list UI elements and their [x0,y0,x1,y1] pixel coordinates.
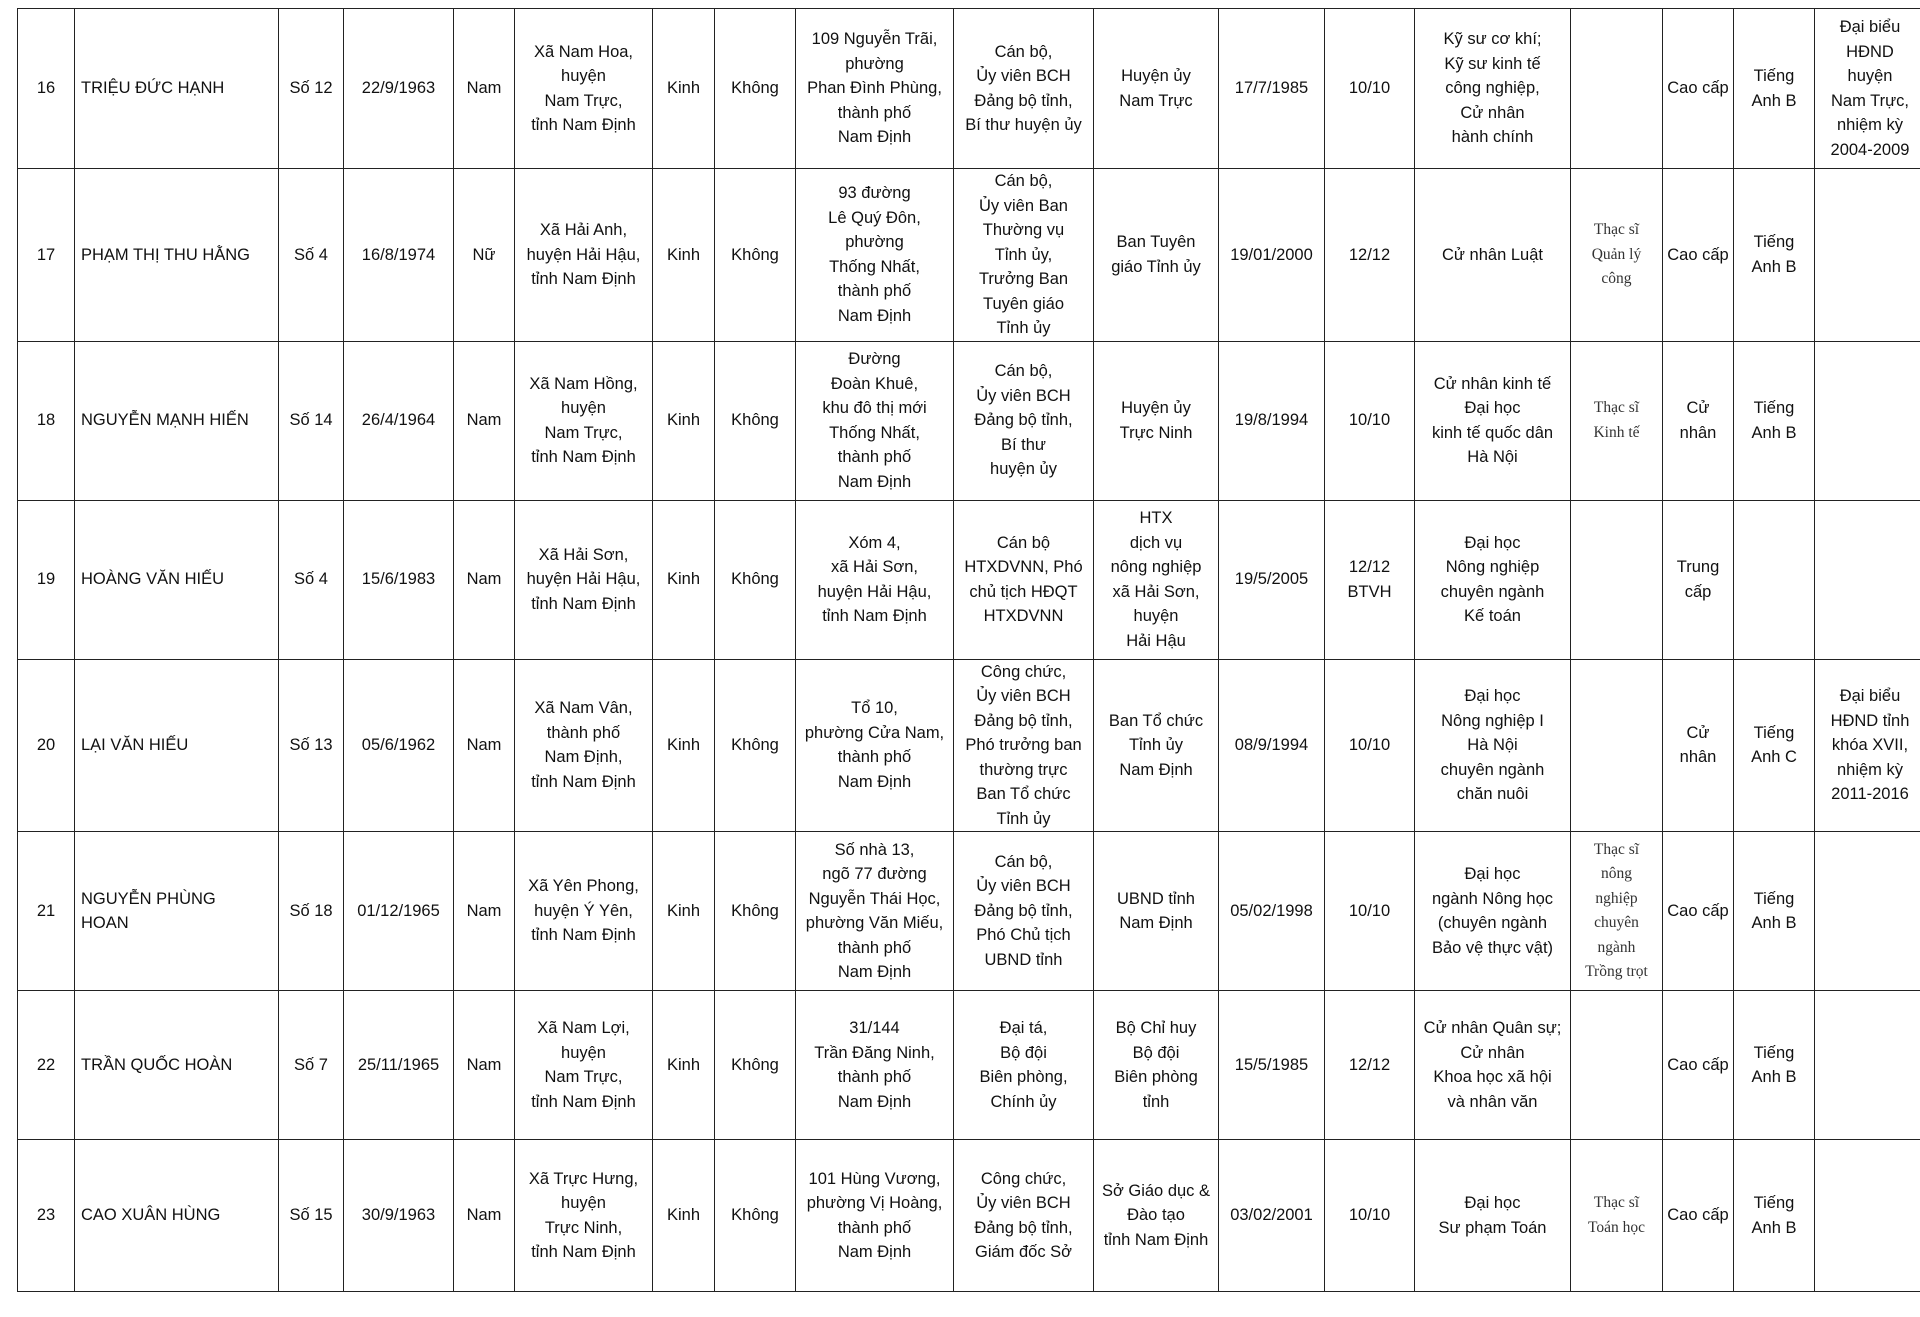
cell-postgraduate [1571,500,1663,659]
cell-hometown: Xã Hải Anh, huyện Hải Hậu, tỉnh Nam Định [515,169,653,342]
table-row [18,991,1920,1140]
cell-residence: Tổ 10, phường Cửa Nam, thành phố Nam Định [796,659,954,832]
cell-position: Cán bộ, Ủy viên BCH Đảng bộ tỉnh, Bí thư huyện ủy [954,341,1094,500]
cell-postgraduate: Thạc sĩ Kinh tế [1571,341,1663,500]
cell-hometown: Xã Nam Hồng, huyện Nam Trực, tỉnh Nam Định [515,341,653,500]
cell-electoral-unit: Số 13 [279,659,344,832]
cell-date-of-birth: 01/12/1965 [344,832,454,991]
cell-hometown: Xã Nam Lợi, huyện Nam Trực, tỉnh Nam Định [515,991,653,1140]
cell-degree: Đại học Nông nghiệp I Hà Nội chuyên ngành chăn nuôi [1415,659,1571,832]
cell-date-of-birth: 15/6/1983 [344,500,454,659]
cell-foreign-language: Tiếng Anh B [1734,991,1815,1140]
cell-residence: Xóm 4, xã Hải Sơn, huyện Hải Hậu, tỉnh Nam Định [796,500,954,659]
cell-gender: Nam [454,9,515,169]
cell-foreign-language: Tiếng Anh B [1734,9,1815,169]
cell-party-join-date: 03/02/2001 [1219,1140,1325,1292]
cell-date-of-birth: 30/9/1963 [344,1140,454,1292]
candidate-table [17,8,1920,1292]
cell-delegate-history [1815,991,1920,1140]
cell-general-education: 10/10 [1325,341,1415,500]
cell-party-join-date: 08/9/1994 [1219,659,1325,832]
cell-political-theory: Trung cấp [1663,500,1734,659]
cell-hometown: Xã Hải Sơn, huyện Hải Hậu, tỉnh Nam Định [515,500,653,659]
cell-general-education: 12/12 [1325,169,1415,342]
cell-degree: Kỹ sư cơ khí; Kỹ sư kinh tế công nghiệp, Cử nhân hành chính [1415,9,1571,169]
table-row [18,341,1920,500]
cell-foreign-language: Tiếng Anh B [1734,341,1815,500]
cell-religion: Không [715,1140,796,1292]
cell-postgraduate: Thạc sĩ nông nghiệp chuyên ngành Trồng trọt [1571,832,1663,991]
cell-delegate-history [1815,1140,1920,1292]
cell-political-theory: Cao cấp [1663,9,1734,169]
cell-ethnicity: Kinh [653,341,715,500]
cell-residence: 109 Nguyễn Trãi, phường Phan Đình Phùng, thành phố Nam Định [796,9,954,169]
cell-foreign-language: Tiếng Anh B [1734,169,1815,342]
cell-gender: Nam [454,991,515,1140]
cell-hometown: Xã Trực Hưng, huyện Trực Ninh, tỉnh Nam Định [515,1140,653,1292]
cell-hometown: Xã Yên Phong, huyện Ý Yên, tỉnh Nam Định [515,832,653,991]
cell-gender: Nam [454,659,515,832]
cell-degree: Cử nhân Quân sự; Cử nhân Khoa học xã hội và nhân văn [1415,991,1571,1140]
cell-political-theory: Cử nhân [1663,341,1734,500]
cell-date-of-birth: 05/6/1962 [344,659,454,832]
cell-index: 22 [18,991,75,1140]
cell-position: Công chức, Ủy viên BCH Đảng bộ tỉnh, Giám đốc Sở [954,1140,1094,1292]
cell-party-join-date: 15/5/1985 [1219,991,1325,1140]
cell-full-name: LẠI VĂN HIẾU [75,659,279,832]
cell-postgraduate [1571,991,1663,1140]
cell-general-education: 10/10 [1325,832,1415,991]
cell-political-theory: Cao cấp [1663,169,1734,342]
cell-position: Cán bộ, Ủy viên BCH Đảng bộ tỉnh, Phó Chủ tịch UBND tỉnh [954,832,1094,991]
cell-full-name: CAO XUÂN HÙNG [75,1140,279,1292]
cell-gender: Nam [454,832,515,991]
cell-date-of-birth: 22/9/1963 [344,9,454,169]
table-row [18,169,1920,342]
cell-delegate-history: Đại biểu HĐND huyện Nam Trực, nhiệm kỳ 2004-2009 [1815,9,1920,169]
cell-electoral-unit: Số 14 [279,341,344,500]
cell-degree: Cử nhân kinh tế Đại học kinh tế quốc dân Hà Nội [1415,341,1571,500]
cell-party-join-date: 19/8/1994 [1219,341,1325,500]
cell-workplace: Huyện ủy Trực Ninh [1094,341,1219,500]
cell-delegate-history [1815,341,1920,500]
cell-degree: Cử nhân Luật [1415,169,1571,342]
cell-postgraduate [1571,659,1663,832]
cell-religion: Không [715,500,796,659]
cell-index: 18 [18,341,75,500]
cell-full-name: HOÀNG VĂN HIẾU [75,500,279,659]
cell-position: Công chức, Ủy viên BCH Đảng bộ tỉnh, Phó trưởng ban thường trực Ban Tổ chức Tỉnh ủy [954,659,1094,832]
cell-residence: 101 Hùng Vương, phường Vị Hoàng, thành phố Nam Định [796,1140,954,1292]
cell-workplace: HTX dịch vụ nông nghiệp xã Hải Sơn, huyện Hải Hậu [1094,500,1219,659]
cell-party-join-date: 05/02/1998 [1219,832,1325,991]
table-row [18,1140,1920,1292]
cell-party-join-date: 19/5/2005 [1219,500,1325,659]
cell-general-education: 10/10 [1325,9,1415,169]
cell-full-name: TRẦN QUỐC HOÀN [75,991,279,1140]
cell-ethnicity: Kinh [653,1140,715,1292]
cell-gender: Nam [454,341,515,500]
table-row [18,9,1920,169]
cell-foreign-language: Tiếng Anh B [1734,832,1815,991]
cell-religion: Không [715,832,796,991]
cell-gender: Nữ [454,169,515,342]
cell-date-of-birth: 25/11/1965 [344,991,454,1140]
cell-delegate-history [1815,500,1920,659]
cell-date-of-birth: 26/4/1964 [344,341,454,500]
cell-position: Cán bộ, Ủy viên BCH Đảng bộ tỉnh, Bí thư huyện ủy [954,9,1094,169]
cell-full-name: NGUYỄN PHÙNG HOAN [75,832,279,991]
cell-degree: Đại học Nông nghiệp chuyên ngành Kế toán [1415,500,1571,659]
cell-religion: Không [715,9,796,169]
cell-religion: Không [715,341,796,500]
cell-delegate-history: Đại biểu HĐND tỉnh khóa XVII, nhiệm kỳ 2011-2016 [1815,659,1920,832]
cell-general-education: 10/10 [1325,1140,1415,1292]
cell-full-name: TRIỆU ĐỨC HẠNH [75,9,279,169]
cell-delegate-history [1815,169,1920,342]
cell-general-education: 10/10 [1325,659,1415,832]
cell-postgraduate [1571,9,1663,169]
cell-ethnicity: Kinh [653,832,715,991]
cell-general-education: 12/12 BTVH [1325,500,1415,659]
cell-workplace: Ban Tuyên giáo Tỉnh ủy [1094,169,1219,342]
cell-index: 23 [18,1140,75,1292]
cell-electoral-unit: Số 18 [279,832,344,991]
cell-ethnicity: Kinh [653,659,715,832]
cell-degree: Đại học ngành Nông học (chuyên ngành Bảo vệ thực vật) [1415,832,1571,991]
cell-political-theory: Cao cấp [1663,991,1734,1140]
cell-political-theory: Cao cấp [1663,1140,1734,1292]
table-row [18,659,1920,832]
cell-gender: Nam [454,500,515,659]
cell-position: Cán bộ HTXDVNN, Phó chủ tịch HĐQT HTXDVNN [954,500,1094,659]
cell-gender: Nam [454,1140,515,1292]
table-row [18,832,1920,991]
cell-workplace: Sở Giáo dục & Đào tạo tỉnh Nam Định [1094,1140,1219,1292]
cell-degree: Đại học Sư phạm Toán [1415,1140,1571,1292]
cell-foreign-language [1734,500,1815,659]
cell-ethnicity: Kinh [653,9,715,169]
cell-full-name: NGUYỄN MẠNH HIẾN [75,341,279,500]
cell-index: 16 [18,9,75,169]
cell-index: 20 [18,659,75,832]
cell-workplace: Bộ Chỉ huy Bộ đội Biên phòng tỉnh [1094,991,1219,1140]
cell-postgraduate: Thạc sĩ Toán học [1571,1140,1663,1292]
cell-index: 17 [18,169,75,342]
cell-position: Cán bộ, Ủy viên Ban Thường vụ Tỉnh ủy, Trưởng Ban Tuyên giáo Tỉnh ủy [954,169,1094,342]
cell-residence: Số nhà 13, ngõ 77 đường Nguyễn Thái Học, phường Văn Miếu, thành phố Nam Định [796,832,954,991]
cell-residence: 93 đường Lê Quý Đôn, phường Thống Nhất, thành phố Nam Định [796,169,954,342]
cell-date-of-birth: 16/8/1974 [344,169,454,342]
cell-postgraduate: Thạc sĩ Quản lý công [1571,169,1663,342]
table-row [18,500,1920,659]
cell-general-education: 12/12 [1325,991,1415,1140]
cell-hometown: Xã Nam Vân, thành phố Nam Định, tỉnh Nam Định [515,659,653,832]
cell-delegate-history [1815,832,1920,991]
cell-electoral-unit: Số 4 [279,169,344,342]
cell-foreign-language: Tiếng Anh B [1734,1140,1815,1292]
cell-religion: Không [715,991,796,1140]
cell-party-join-date: 17/7/1985 [1219,9,1325,169]
cell-electoral-unit: Số 15 [279,1140,344,1292]
cell-workplace: Huyện ủy Nam Trực [1094,9,1219,169]
cell-electoral-unit: Số 4 [279,500,344,659]
cell-religion: Không [715,169,796,342]
cell-ethnicity: Kinh [653,500,715,659]
cell-workplace: Ban Tổ chức Tỉnh ủy Nam Định [1094,659,1219,832]
cell-residence: 31/144 Trần Đăng Ninh, thành phố Nam Định [796,991,954,1140]
cell-party-join-date: 19/01/2000 [1219,169,1325,342]
cell-ethnicity: Kinh [653,991,715,1140]
cell-electoral-unit: Số 12 [279,9,344,169]
cell-ethnicity: Kinh [653,169,715,342]
cell-index: 21 [18,832,75,991]
cell-index: 19 [18,500,75,659]
cell-foreign-language: Tiếng Anh C [1734,659,1815,832]
cell-political-theory: Cử nhân [1663,659,1734,832]
cell-religion: Không [715,659,796,832]
cell-hometown: Xã Nam Hoa, huyện Nam Trực, tỉnh Nam Định [515,9,653,169]
cell-position: Đại tá, Bộ đội Biên phòng, Chính ủy [954,991,1094,1140]
cell-political-theory: Cao cấp [1663,832,1734,991]
cell-workplace: UBND tỉnh Nam Định [1094,832,1219,991]
cell-full-name: PHẠM THỊ THU HẰNG [75,169,279,342]
cell-residence: Đường Đoàn Khuê, khu đô thị mới Thống Nhất, thành phố Nam Định [796,341,954,500]
cell-electoral-unit: Số 7 [279,991,344,1140]
